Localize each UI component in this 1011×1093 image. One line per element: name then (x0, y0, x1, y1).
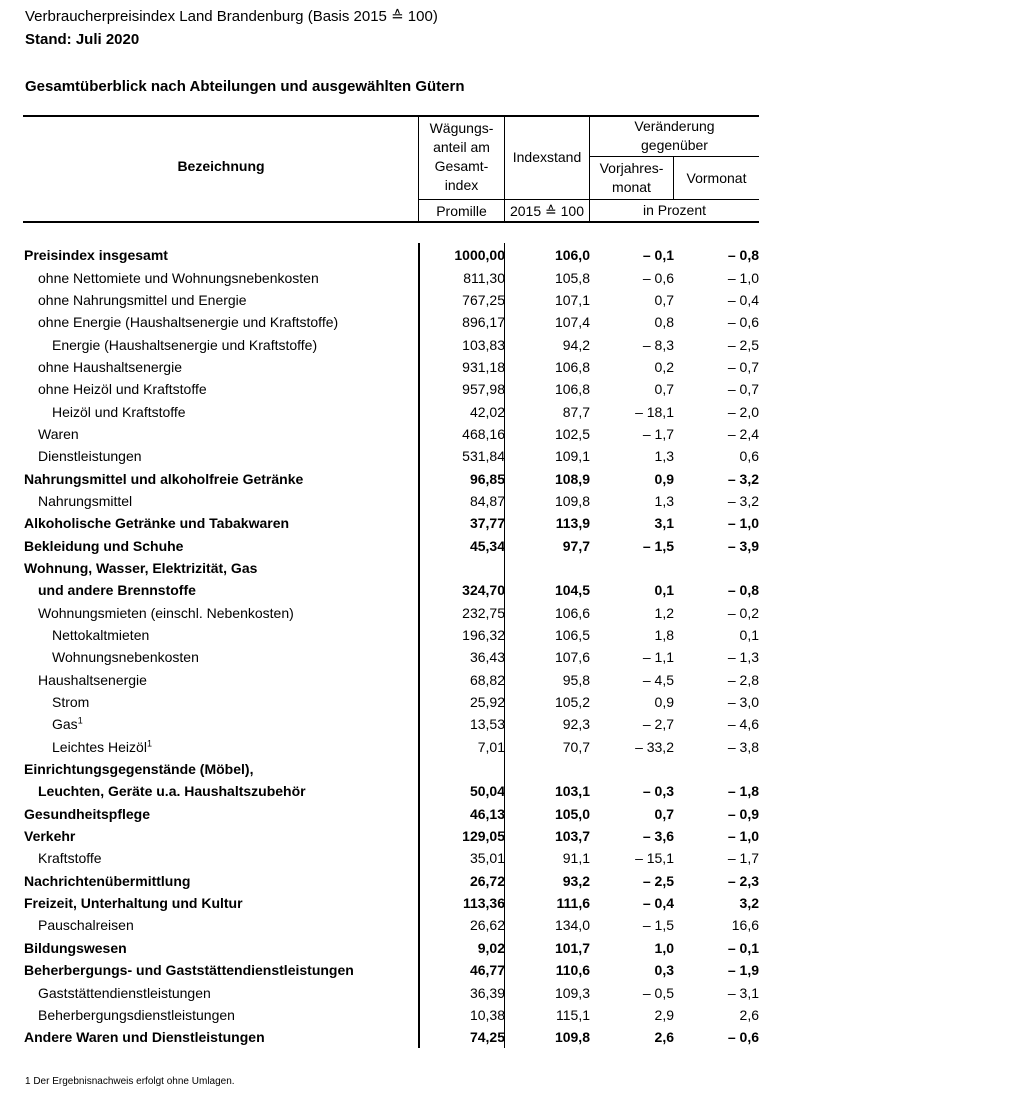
index-cell: 105,0 (554, 805, 590, 822)
index-cell: 101,7 (554, 939, 590, 956)
index-cell: 97,7 (562, 537, 590, 554)
yoy-change-cell: – 33,2 (635, 738, 674, 755)
mom-change-cell: – 3,9 (727, 537, 759, 554)
row-label-text: ohne Heizöl und Kraftstoffe (38, 381, 207, 398)
weight-cell: 84,87 (469, 492, 505, 509)
table-row (24, 937, 759, 959)
header-bottom-rule (23, 221, 759, 223)
index-cell: 106,8 (554, 358, 590, 375)
weight-cell: 811,30 (463, 269, 505, 286)
weight-cell: 13,53 (469, 716, 505, 733)
row-label (24, 780, 419, 802)
index-cell: 105,8 (554, 269, 590, 286)
table-row (24, 825, 759, 847)
table-row (24, 959, 759, 981)
mom-change-cell: – 0,8 (727, 582, 759, 599)
row-label-text: Energie (Haushaltsenergie und Kraftstoffe) (52, 336, 318, 353)
header-bezeichnung: Bezeichnung (177, 158, 265, 174)
row-label (24, 400, 419, 422)
yoy-change-cell: – 3,6 (642, 828, 674, 845)
header-prev-year (590, 159, 673, 197)
index-cell: 109,8 (554, 492, 590, 509)
index-cell: 70,7 (562, 738, 590, 755)
header-weight-line: Wägungs- (429, 120, 494, 136)
weight-cell: 103,83 (462, 336, 505, 353)
row-label (24, 847, 419, 869)
table-row (24, 758, 759, 780)
mom-change-cell: – 3,8 (727, 738, 759, 755)
yoy-change-cell: 0,8 (654, 314, 674, 331)
header-index: Indexstand (512, 149, 582, 165)
mom-change-cell: 3,2 (739, 895, 759, 912)
mom-change-cell: – 3,0 (727, 694, 759, 711)
row-label-text: Andere Waren und Dienstleistungen (24, 1029, 265, 1046)
index-cell: 109,8 (554, 1029, 590, 1046)
row-label (24, 669, 419, 691)
row-label (24, 914, 419, 936)
index-cell: 92,3 (562, 716, 590, 733)
row-label-text: Wohnungsnebenkosten (52, 649, 199, 666)
row-label (24, 713, 419, 735)
weight-cell: 129,05 (462, 828, 505, 845)
index-cell: 87,7 (562, 403, 590, 420)
yoy-change-cell: 0,7 (654, 291, 674, 308)
yoy-change-cell: – 1,7 (642, 425, 674, 442)
weight-cell: 957,98 (462, 381, 505, 398)
yoy-change-cell (590, 758, 674, 780)
row-label (24, 490, 419, 512)
index-cell: 107,4 (554, 314, 590, 331)
table-row (24, 1026, 759, 1048)
mom-change-cell: – 1,0 (727, 269, 759, 286)
row-label (24, 333, 419, 355)
weight-cell: 46,77 (469, 962, 505, 979)
yoy-change-cell: – 1,5 (642, 537, 674, 554)
table-row (24, 669, 759, 691)
weight-cell: 68,82 (469, 671, 505, 688)
row-label-text: Nachrichtenübermittlung (24, 872, 191, 889)
index-cell: 108,9 (554, 470, 590, 487)
weight-cell: 10,38 (469, 1006, 505, 1023)
mom-change-cell: 0,1 (739, 627, 759, 644)
row-label-text: Nettokaltmieten (52, 627, 150, 644)
yoy-change-cell: – 2,5 (642, 872, 674, 889)
yoy-change-cell: 1,3 (654, 448, 674, 465)
weight-cell: 896,17 (462, 314, 505, 331)
row-label (24, 803, 419, 825)
table-row (24, 691, 759, 713)
table-row (24, 400, 759, 422)
table-row (24, 646, 759, 668)
index-cell: 103,1 (554, 783, 590, 800)
header-weight-line: index (444, 177, 479, 193)
weight-cell: 324,70 (462, 582, 505, 599)
row-label (24, 646, 419, 668)
footnote-marker: 1 (77, 715, 83, 726)
index-cell: 95,8 (562, 671, 590, 688)
yoy-change-cell: 0,7 (654, 381, 674, 398)
yoy-change-cell: – 0,4 (642, 895, 674, 912)
mom-change-cell: – 3,2 (727, 470, 759, 487)
weight-cell: 96,85 (469, 470, 505, 487)
price-index-table (24, 244, 759, 1048)
row-label-text: Bildungswesen (24, 939, 127, 956)
row-label (24, 959, 419, 981)
yoy-change-cell: – 0,6 (642, 269, 674, 286)
row-label-text: Wohnung, Wasser, Elektrizität, Gas (24, 559, 258, 576)
index-cell: 107,1 (554, 291, 590, 308)
table-row (24, 512, 759, 534)
weight-cell: 232,75 (462, 604, 505, 621)
row-label-text: Beherbergungsdienstleistungen (38, 1006, 235, 1023)
mom-change-cell: – 0,8 (727, 247, 759, 264)
yoy-change-cell: 3,1 (654, 515, 674, 532)
table-row (24, 356, 759, 378)
index-cell: 134,0 (554, 917, 590, 934)
table-row (24, 847, 759, 869)
row-label (24, 557, 419, 579)
weight-cell: 531,84 (462, 448, 505, 465)
mom-change-cell: – 1,0 (727, 828, 759, 845)
table-row (24, 557, 759, 579)
header-weight-line: anteil am (433, 139, 490, 155)
table-row (24, 892, 759, 914)
index-cell: 109,1 (554, 448, 590, 465)
index-cell: 113,9 (555, 515, 590, 532)
table-row (24, 490, 759, 512)
table-row (24, 602, 759, 624)
row-label-text: Leichtes Heizöl (52, 738, 147, 755)
header-change-line: gegenüber (641, 137, 708, 153)
mom-change-cell: – 0,7 (727, 358, 759, 375)
table-row (24, 289, 759, 311)
index-cell: 115,1 (556, 1006, 590, 1023)
row-label-text: Bekleidung und Schuhe (24, 537, 184, 554)
unit-change: in Prozent (642, 202, 707, 218)
weight-cell: 25,92 (469, 694, 505, 711)
row-label-text: ohne Energie (Haushaltsenergie und Kraftstoffe) (38, 314, 339, 331)
index-cell: 105,2 (554, 694, 590, 711)
table-row (24, 333, 759, 355)
index-cell: 91,1 (562, 850, 590, 867)
row-label (24, 870, 419, 892)
weight-cell: 1000,00 (454, 247, 505, 264)
yoy-change-cell: – 0,5 (642, 984, 674, 1001)
table-row (24, 780, 759, 802)
yoy-change-cell: 0,9 (654, 694, 674, 711)
change-subheader-rule (589, 156, 759, 157)
table-row (24, 266, 759, 288)
table-row (24, 1004, 759, 1026)
weight-cell: 26,62 (469, 917, 505, 934)
row-label-text: ohne Nettomiete und Wohnungsnebenkosten (38, 269, 319, 286)
yoy-change-cell: – 4,5 (642, 671, 674, 688)
row-label (24, 736, 419, 758)
yoy-change-cell: 0,9 (654, 470, 674, 487)
yoy-change-cell: – 18,1 (635, 403, 674, 420)
weight-cell: 468,16 (462, 425, 505, 442)
row-label-text: ohne Haushaltsenergie (38, 358, 182, 375)
row-label-text: Gesundheitspflege (24, 805, 151, 822)
yoy-change-cell: – 0,1 (642, 247, 674, 264)
mom-change-cell: – 1,3 (727, 649, 759, 666)
mom-change-cell: – 0,2 (727, 604, 759, 621)
weight-cell: 37,77 (469, 515, 505, 532)
yoy-change-cell: – 1,1 (642, 649, 674, 666)
row-label-text: Strom (52, 694, 90, 711)
weight-cell: 767,25 (462, 291, 505, 308)
weight-cell: 26,72 (469, 872, 505, 889)
table-row (24, 713, 759, 735)
weight-cell: 36,43 (469, 649, 505, 666)
yoy-change-cell: 2,9 (654, 1006, 674, 1023)
yoy-change-cell: – 1,5 (642, 917, 674, 934)
row-label-text: und andere Brennstoffe (38, 582, 196, 599)
table-row (24, 311, 759, 333)
yoy-change-cell: 1,2 (654, 604, 674, 621)
weight-cell: 9,02 (477, 939, 505, 956)
table-row (24, 423, 759, 445)
weight-cell: 46,13 (469, 805, 505, 822)
row-label (24, 579, 419, 601)
row-label (24, 892, 419, 914)
row-label-text: Preisindex insgesamt (24, 247, 168, 264)
weight-cell: 35,01 (469, 850, 505, 867)
index-cell: 110,6 (555, 962, 590, 979)
mom-change-cell: – 0,7 (727, 381, 759, 398)
mom-change-cell: – 3,1 (727, 984, 759, 1001)
table-row (24, 870, 759, 892)
mom-change-cell: 0,6 (739, 448, 759, 465)
row-label (24, 445, 419, 467)
yoy-change-cell: 0,7 (654, 805, 674, 822)
footnote-marker: 1 (146, 738, 152, 749)
yoy-change-cell: 0,3 (654, 962, 674, 979)
row-label (24, 378, 419, 400)
header-prev-year-line: monat (612, 179, 651, 195)
row-label-text: Heizöl und Kraftstoffe (52, 403, 186, 420)
mom-change-cell: – 1,9 (727, 962, 759, 979)
row-label (24, 937, 419, 959)
yoy-change-cell: – 15,1 (635, 850, 674, 867)
mom-change-cell: – 2,0 (727, 403, 759, 420)
row-label (24, 356, 419, 378)
yoy-change-cell: – 8,3 (642, 336, 674, 353)
weight-cell: 196,32 (462, 627, 505, 644)
row-label (24, 244, 419, 266)
unit-index: 2015 ≙ 100 (509, 203, 584, 219)
index-cell: 106,5 (554, 627, 590, 644)
row-label (24, 1004, 419, 1026)
index-cell: 109,3 (554, 984, 590, 1001)
index-cell: 94,2 (562, 336, 590, 353)
weight-cell: 45,34 (469, 537, 505, 554)
table-row (24, 378, 759, 400)
footnote: 1 Der Ergebnisnachweis erfolgt ohne Umlagen. (25, 1076, 235, 1087)
mom-change-cell: 16,6 (731, 917, 759, 934)
weight-cell (419, 758, 505, 780)
row-label (24, 311, 419, 333)
row-label (24, 825, 419, 847)
mom-change-cell: – 0,1 (727, 939, 759, 956)
row-label (24, 1026, 419, 1048)
table-row (24, 914, 759, 936)
row-label-text: Beherbergungs- und Gaststättendienstleistungen (24, 962, 354, 979)
mom-change-cell: – 2,5 (727, 336, 759, 353)
row-label (24, 691, 419, 713)
yoy-change-cell: – 0,3 (642, 783, 674, 800)
mom-change-cell (674, 557, 759, 579)
section-heading: Gesamtüberblick nach Abteilungen und ausgewählten Gütern (25, 78, 465, 95)
row-label-text: Nahrungsmittel (38, 492, 133, 509)
row-label (24, 624, 419, 646)
index-cell: 107,6 (554, 649, 590, 666)
row-label-text: Alkoholische Getränke und Tabakwaren (24, 515, 290, 532)
header-weight-line: Gesamt- (434, 158, 489, 174)
yoy-change-cell: 1,3 (654, 492, 674, 509)
table-row (24, 981, 759, 1003)
index-cell: 93,2 (562, 872, 590, 889)
mom-change-cell: – 2,8 (727, 671, 759, 688)
row-label-text: Gas (52, 716, 78, 733)
row-label (24, 534, 419, 556)
table-row (24, 803, 759, 825)
mom-change-cell: – 3,2 (727, 492, 759, 509)
yoy-change-cell: 2,6 (654, 1029, 674, 1046)
index-cell: 106,6 (554, 604, 590, 621)
table-row (24, 467, 759, 489)
index-cell (505, 758, 590, 780)
weight-cell: 931,18 (462, 358, 505, 375)
mom-change-cell: 2,6 (739, 1006, 759, 1023)
row-label (24, 512, 419, 534)
yoy-change-cell: 1,8 (654, 627, 674, 644)
row-label (24, 758, 419, 780)
yoy-change-cell: – 2,7 (642, 716, 674, 733)
row-label (24, 981, 419, 1003)
index-cell: 102,5 (554, 425, 590, 442)
weight-cell: 50,04 (469, 783, 505, 800)
row-label-text: Leuchten, Geräte u.a. Haushaltszubehör (38, 783, 306, 800)
mom-change-cell: – 0,9 (727, 805, 759, 822)
unit-weight: Promille (436, 203, 487, 219)
yoy-change-cell: 0,1 (654, 582, 674, 599)
mom-change-cell: – 1,0 (727, 515, 759, 532)
row-label-text: Waren (38, 425, 79, 442)
row-label-text: ohne Nahrungsmittel und Energie (38, 291, 247, 308)
mom-change-cell: – 1,7 (727, 850, 759, 867)
header-prev-year-line: Vorjahres- (599, 160, 664, 176)
table-row (24, 579, 759, 601)
index-cell: 111,6 (556, 895, 590, 912)
row-label-text: Pauschalreisen (38, 917, 134, 934)
row-label (24, 467, 419, 489)
mom-change-cell (674, 758, 759, 780)
index-cell: 104,5 (554, 582, 590, 599)
mom-change-cell: – 0,4 (727, 291, 759, 308)
index-cell: 106,8 (554, 381, 590, 398)
mom-change-cell: – 1,8 (727, 783, 759, 800)
table-row (24, 244, 759, 266)
weight-cell: 36,39 (469, 984, 505, 1001)
row-label-text: Freizeit, Unterhaltung und Kultur (24, 895, 243, 912)
header-change-line: Veränderung (634, 118, 715, 134)
row-label-text: Gaststättendienstleistungen (38, 984, 211, 1001)
yoy-change-cell: 0,2 (654, 358, 674, 375)
row-label-text: Haushaltsenergie (38, 671, 147, 688)
index-cell: 106,0 (554, 247, 590, 264)
yoy-change-cell (590, 557, 674, 579)
document-title: Verbraucherpreisindex Land Brandenburg (Basis 2015 ≙ 100) (25, 8, 438, 25)
row-label (24, 289, 419, 311)
header-weight (419, 119, 504, 195)
table-row (24, 534, 759, 556)
weight-cell (419, 557, 505, 579)
mom-change-cell: – 0,6 (727, 314, 759, 331)
header-prev-month: Vormonat (686, 170, 747, 186)
table-row (24, 624, 759, 646)
row-label-text: Kraftstoffe (38, 850, 102, 867)
weight-cell: 42,02 (469, 403, 505, 420)
row-label-text: Verkehr (24, 828, 76, 845)
row-label-text: Einrichtungsgegenstände (Möbel), (24, 761, 254, 778)
row-label (24, 266, 419, 288)
table-row (24, 736, 759, 758)
table-row (24, 445, 759, 467)
row-label-text: Dienstleistungen (38, 448, 142, 465)
mom-change-cell: – 4,6 (727, 716, 759, 733)
row-label (24, 602, 419, 624)
weight-cell: 7,01 (477, 738, 505, 755)
mom-change-cell: – 0,6 (727, 1029, 759, 1046)
row-label-text: Wohnungsmieten (einschl. Nebenkosten) (38, 604, 294, 621)
mom-change-cell: – 2,3 (727, 872, 759, 889)
index-cell: 103,7 (554, 828, 590, 845)
document-subtitle: Stand: Juli 2020 (25, 31, 140, 48)
row-label (24, 423, 419, 445)
index-cell (505, 557, 590, 579)
mom-change-cell: – 2,4 (727, 425, 759, 442)
row-label-text: Nahrungsmittel und alkoholfreie Getränke (24, 470, 304, 487)
weight-cell: 113,36 (462, 895, 505, 912)
header-change (590, 117, 759, 155)
weight-cell: 74,25 (469, 1029, 505, 1046)
yoy-change-cell: 1,0 (654, 939, 674, 956)
